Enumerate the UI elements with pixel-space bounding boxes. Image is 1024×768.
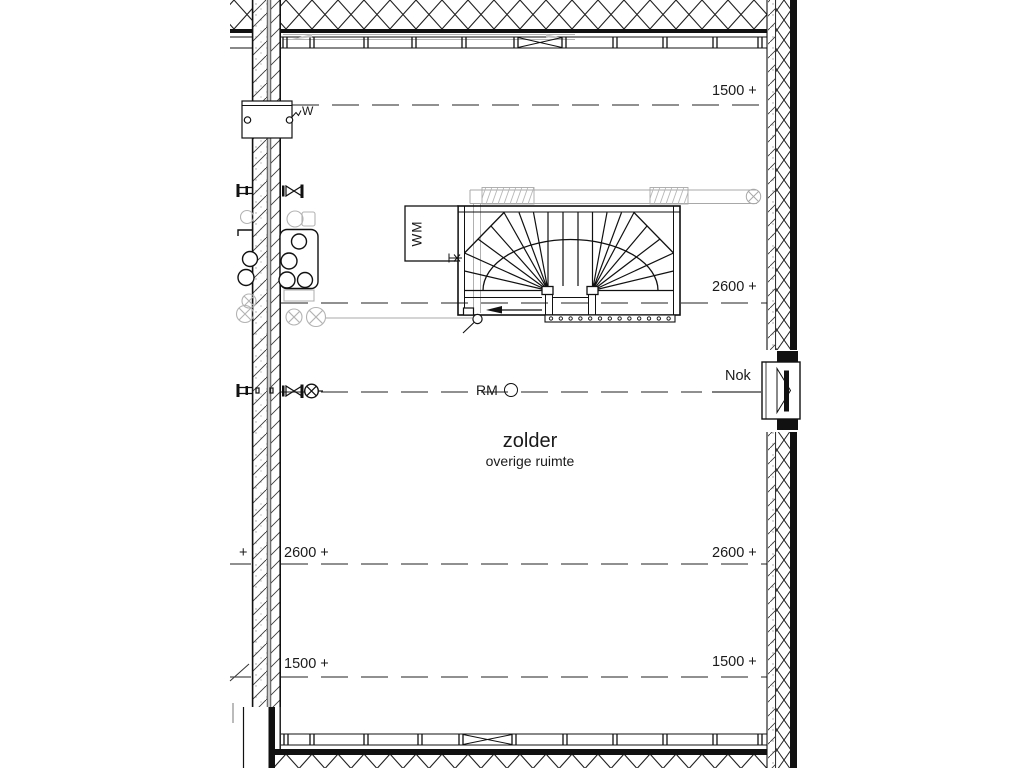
smoke-detector-circle-icon xyxy=(504,383,518,397)
level-label-2600-top-right: 2600 + xyxy=(712,279,757,295)
bottom-roof-band xyxy=(275,734,767,768)
level-label-1500-bottom-left: 1500 + xyxy=(284,656,329,672)
smoke-detector-symbol xyxy=(476,382,518,398)
stair-start-circle xyxy=(473,314,482,323)
water-point-box xyxy=(242,101,301,138)
wall-opening-bottom xyxy=(244,707,276,768)
water-point-label: W xyxy=(302,104,314,118)
top-roof-band xyxy=(230,0,767,48)
stair-direction-arrow xyxy=(486,306,502,314)
bridging-cross-top xyxy=(518,38,562,48)
joist-ticks-bottom xyxy=(284,735,762,745)
dormer-window xyxy=(761,350,804,432)
level-label-2600-right: 2600 + xyxy=(712,545,757,561)
staircase xyxy=(458,206,680,333)
smoke-detector-label: RM xyxy=(476,382,498,398)
room-subtitle: overige ruimte xyxy=(485,453,575,469)
level-label-plus-left: + xyxy=(239,545,248,561)
vent-point-icon xyxy=(305,384,323,398)
right-wall xyxy=(761,0,804,768)
washing-machine-label: WM xyxy=(409,220,425,247)
stair-treads-left xyxy=(465,213,549,291)
room-name: zolder xyxy=(502,430,558,452)
stair-balustrade xyxy=(545,315,675,322)
level-label-2600-left: 2600 + xyxy=(284,545,329,561)
nok-ridge-label: Nok xyxy=(725,368,751,384)
stair-treads-right xyxy=(593,213,674,291)
washing-machine-label-wrap xyxy=(402,206,432,261)
ventilation-duct xyxy=(325,188,761,319)
level-label-1500-top-right: 1500 + xyxy=(712,83,757,99)
bridging-cross-bottom xyxy=(463,735,512,745)
switch-squiggle-icon xyxy=(292,111,302,118)
level-label-1500-bottom-right: 1500 + xyxy=(712,654,757,670)
